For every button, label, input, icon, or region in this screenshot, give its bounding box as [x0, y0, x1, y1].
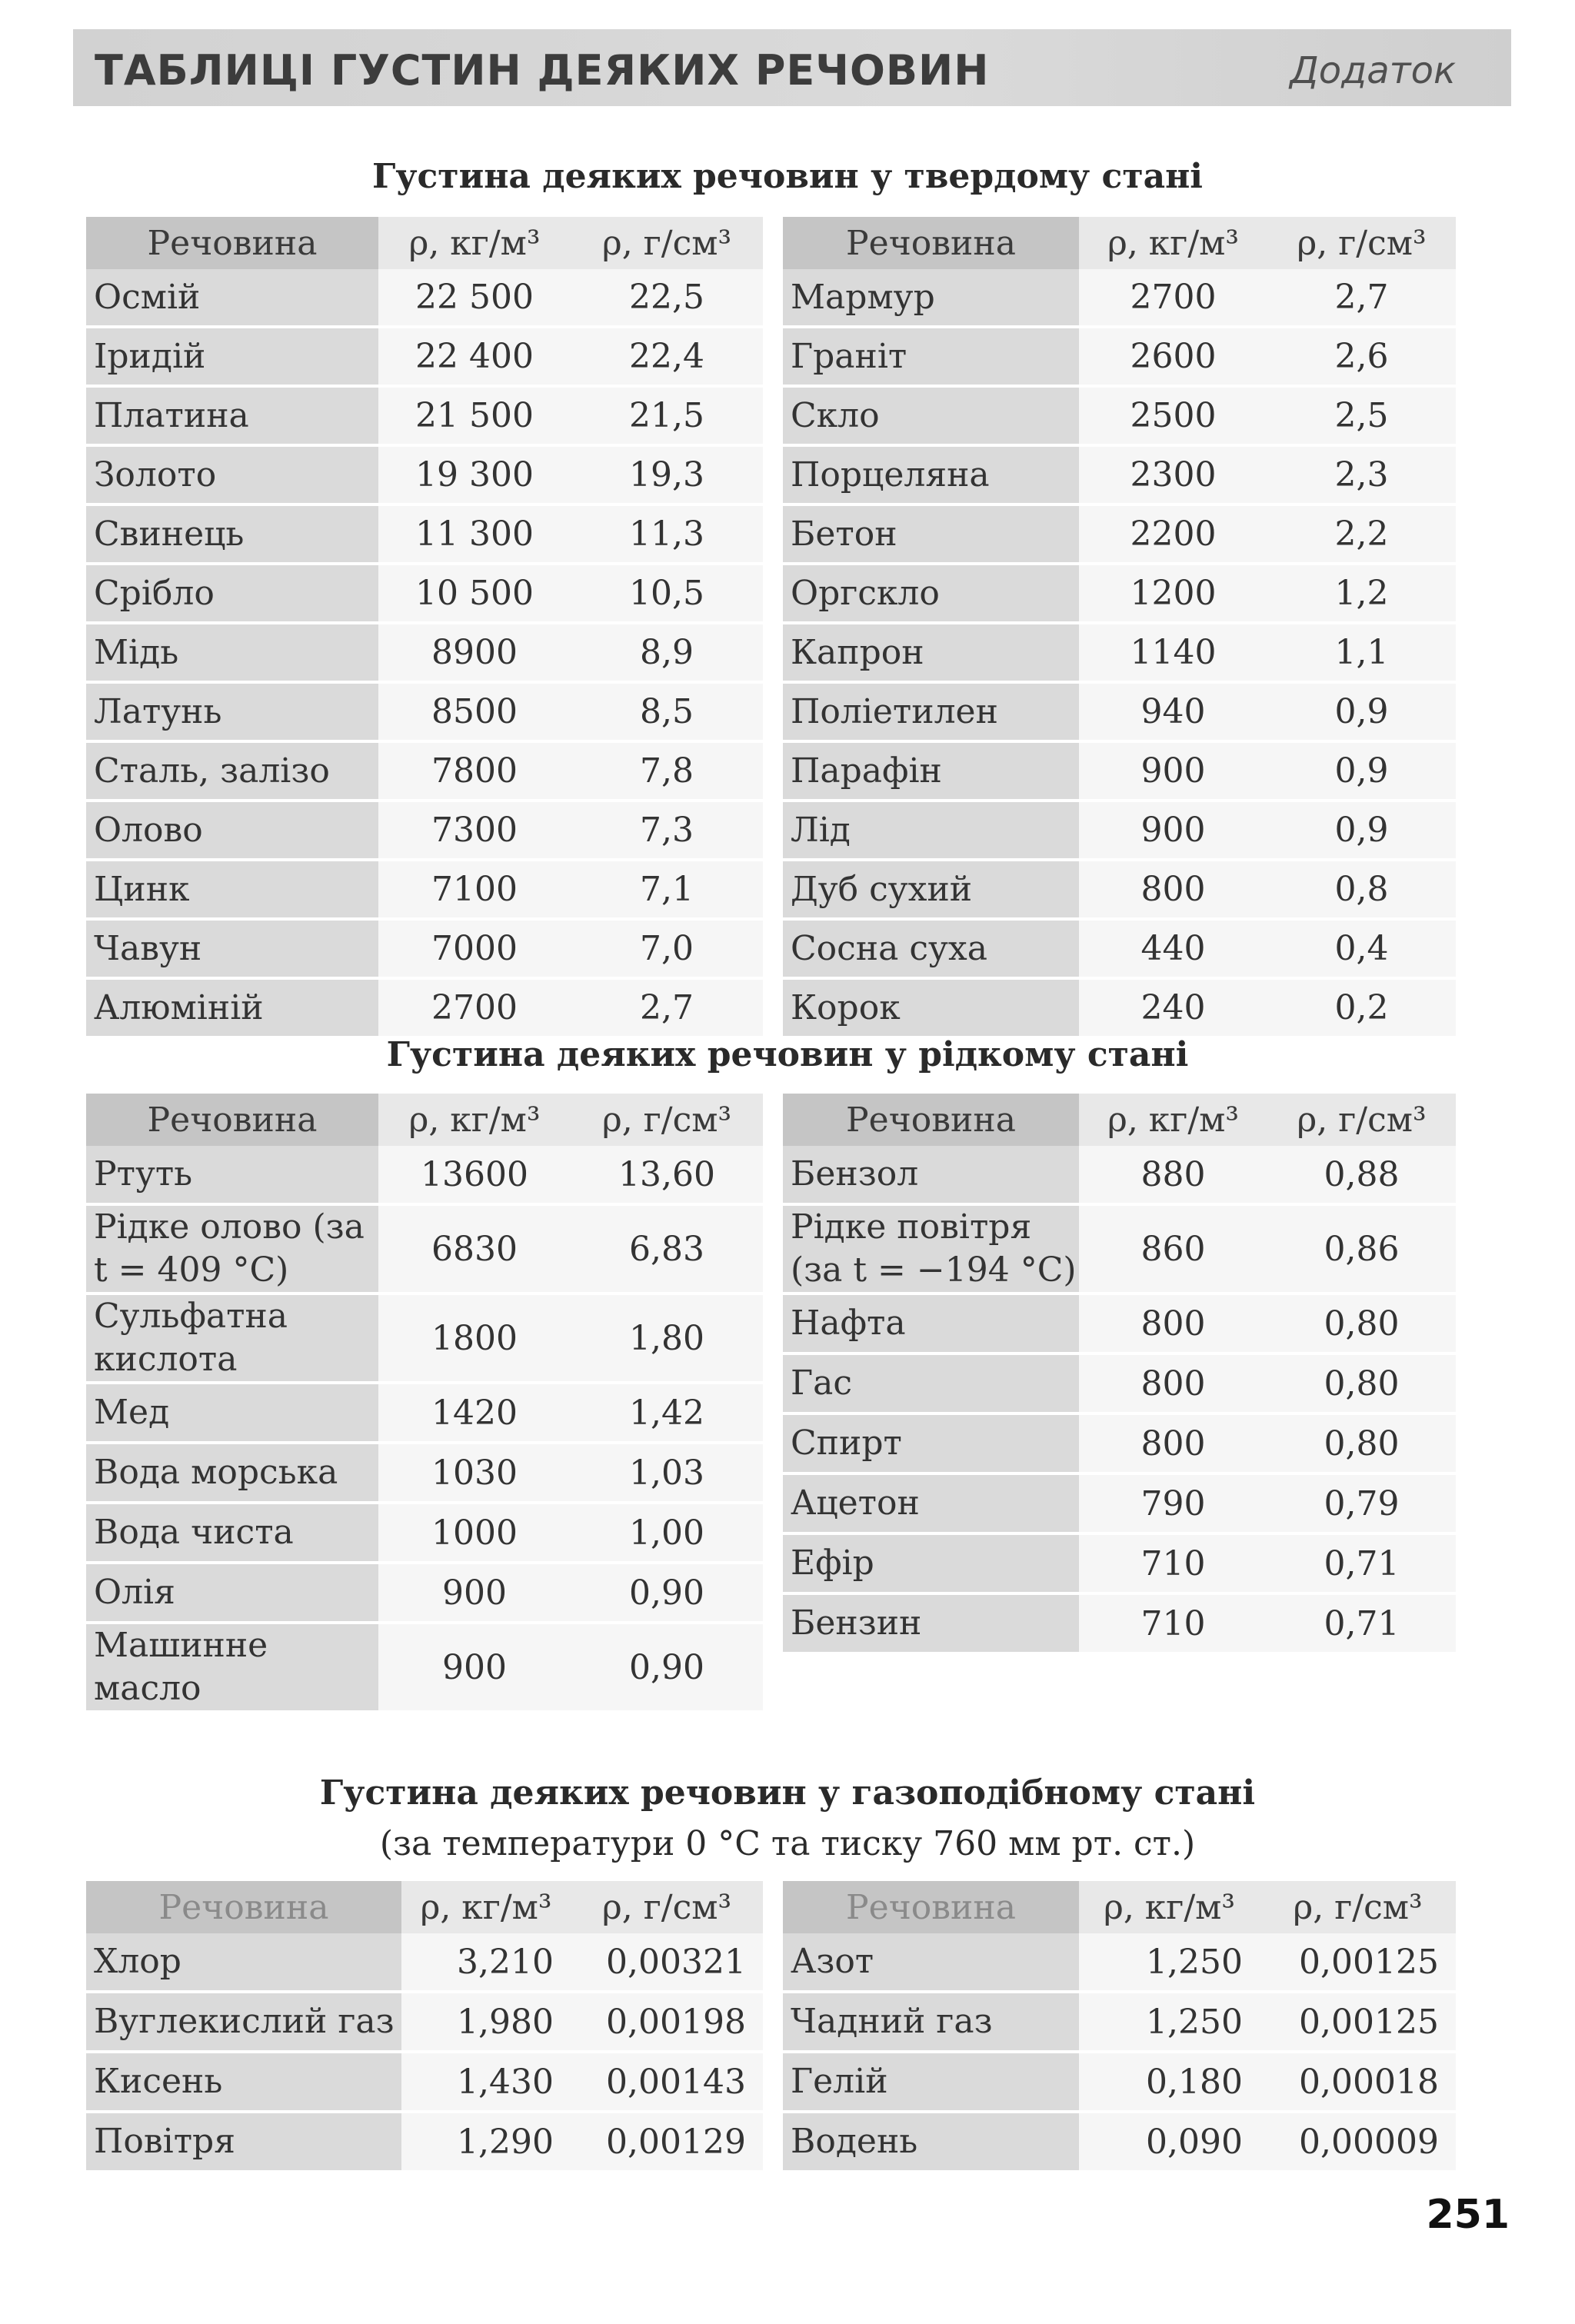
col-header-substance: Речовина: [783, 1094, 1079, 1146]
density-g-cm3: 0,86: [1267, 1204, 1456, 1294]
density-g-cm3: 0,90: [571, 1563, 763, 1623]
density-g-cm3: 0,80: [1267, 1413, 1456, 1473]
density-kg-m3: 900: [378, 1563, 571, 1623]
density-kg-m3: 900: [1079, 741, 1267, 801]
substance-name: Парафін: [783, 741, 1079, 801]
col-header-kg-m3: ρ, кг/м³: [1079, 1881, 1260, 1933]
gas-table-left: [86, 1881, 763, 2170]
density-kg-m3: 1,430: [401, 2052, 571, 2112]
page-number: 251: [1426, 2192, 1510, 2238]
density-kg-m3: 440: [1079, 919, 1267, 978]
table-row: [86, 1933, 763, 1992]
density-g-cm3: 0,80: [1267, 1353, 1456, 1413]
table-row: [86, 741, 763, 801]
density-kg-m3: 1,290: [401, 2112, 571, 2170]
substance-name: Спирт: [783, 1413, 1079, 1473]
substance-name: Мідь: [86, 623, 378, 682]
density-kg-m3: 880: [1079, 1146, 1267, 1204]
table-row: [783, 1933, 1456, 1992]
density-g-cm3: 11,3: [571, 504, 763, 564]
density-kg-m3: 22 400: [378, 327, 571, 386]
density-kg-m3: 7800: [378, 741, 571, 801]
gas-left-rows: [86, 1933, 763, 2170]
density-g-cm3: 0,88: [1267, 1146, 1456, 1204]
density-kg-m3: 2600: [1079, 327, 1267, 386]
density-g-cm3: 0,8: [1267, 860, 1456, 919]
table-header-row: [783, 1094, 1456, 1146]
liquid-right-rows: [783, 1146, 1456, 1652]
table-row: [783, 445, 1456, 504]
density-kg-m3: 7100: [378, 860, 571, 919]
density-g-cm3: 0,2: [1267, 978, 1456, 1036]
density-g-cm3: 2,5: [1267, 386, 1456, 445]
density-g-cm3: 22,5: [571, 269, 763, 327]
substance-name: Водень: [783, 2112, 1079, 2170]
col-header-kg-m3: ρ, кг/м³: [401, 1881, 571, 1933]
density-g-cm3: 2,2: [1267, 504, 1456, 564]
substance-name: Бензин: [783, 1593, 1079, 1652]
density-g-cm3: 0,80: [1267, 1294, 1456, 1353]
density-kg-m3: 10 500: [378, 564, 571, 623]
density-kg-m3: 1000: [378, 1503, 571, 1563]
table-row: [783, 1146, 1456, 1204]
table-row: [86, 623, 763, 682]
table-header-row: [86, 217, 763, 269]
liquid-left-rows: [86, 1146, 763, 1710]
substance-name: Іридій: [86, 327, 378, 386]
density-g-cm3: 0,00129: [571, 2112, 763, 2170]
substance-name: Дуб сухий: [783, 860, 1079, 919]
substance-name: Рідке олово (за t = 409 °C): [86, 1204, 378, 1294]
substance-name: Мед: [86, 1383, 378, 1443]
page-header: [73, 29, 1511, 106]
table-row: [783, 327, 1456, 386]
table-header-row: [783, 1881, 1456, 1933]
substance-name: Сосна суха: [783, 919, 1079, 978]
substance-name: Оргскло: [783, 564, 1079, 623]
table-row: [86, 2112, 763, 2170]
density-g-cm3: 0,9: [1267, 801, 1456, 860]
density-g-cm3: 6,83: [571, 1204, 763, 1294]
density-g-cm3: 13,60: [571, 1146, 763, 1204]
density-g-cm3: 0,9: [1267, 682, 1456, 741]
density-kg-m3: 240: [1079, 978, 1267, 1036]
substance-name: Олія: [86, 1563, 378, 1623]
density-kg-m3: 900: [1079, 801, 1267, 860]
substance-name: Лід: [783, 801, 1079, 860]
density-g-cm3: 22,4: [571, 327, 763, 386]
substance-name: Гелій: [783, 2052, 1079, 2112]
density-kg-m3: 1800: [378, 1294, 571, 1383]
table-row: [86, 919, 763, 978]
table-header-row: [86, 1881, 763, 1933]
density-g-cm3: 1,2: [1267, 564, 1456, 623]
density-g-cm3: 0,71: [1267, 1533, 1456, 1593]
table-row: [783, 269, 1456, 327]
substance-name: Цинк: [86, 860, 378, 919]
density-kg-m3: 22 500: [378, 269, 571, 327]
density-kg-m3: 19 300: [378, 445, 571, 504]
substance-name: Рідке повітря (за t = −194 °C): [783, 1204, 1079, 1294]
substance-name: Ацетон: [783, 1473, 1079, 1533]
density-kg-m3: 800: [1079, 1353, 1267, 1413]
density-g-cm3: 2,7: [1267, 269, 1456, 327]
gas-table-right: [783, 1881, 1456, 2170]
substance-name: Хлор: [86, 1933, 401, 1992]
substance-name: Ртуть: [86, 1146, 378, 1204]
density-g-cm3: 0,00143: [571, 2052, 763, 2112]
density-kg-m3: 21 500: [378, 386, 571, 445]
density-kg-m3: 0,090: [1079, 2112, 1260, 2170]
density-kg-m3: 1140: [1079, 623, 1267, 682]
col-header-g-cm3: ρ, г/см³: [571, 217, 763, 269]
density-kg-m3: 940: [1079, 682, 1267, 741]
liquid-table-right: [783, 1094, 1456, 1652]
substance-name: Порцеляна: [783, 445, 1079, 504]
substance-name: Латунь: [86, 682, 378, 741]
density-g-cm3: 10,5: [571, 564, 763, 623]
density-kg-m3: 1,980: [401, 1992, 571, 2052]
density-g-cm3: 0,00018: [1260, 2052, 1456, 2112]
density-kg-m3: 800: [1079, 1413, 1267, 1473]
col-header-kg-m3: ρ, кг/м³: [1079, 1094, 1267, 1146]
density-g-cm3: 0,9: [1267, 741, 1456, 801]
density-kg-m3: 710: [1079, 1533, 1267, 1593]
substance-name: Машинне масло: [86, 1623, 378, 1710]
substance-name: Граніт: [783, 327, 1079, 386]
density-g-cm3: 0,00321: [571, 1933, 763, 1992]
table-row: [783, 860, 1456, 919]
table-row: [783, 919, 1456, 978]
table-row: [86, 445, 763, 504]
liquid-section-title: Густина деяких речовин у рідкому стані: [386, 1035, 1189, 1074]
col-header-g-cm3: ρ, г/см³: [571, 1881, 763, 1933]
gas-section-title: Густина деяких речовин у газоподібному стані: [319, 1773, 1256, 1813]
density-kg-m3: 800: [1079, 860, 1267, 919]
substance-name: Золото: [86, 445, 378, 504]
density-kg-m3: 11 300: [378, 504, 571, 564]
table-row: [86, 327, 763, 386]
density-g-cm3: 19,3: [571, 445, 763, 504]
substance-name: Алюміній: [86, 978, 378, 1036]
col-header-g-cm3: ρ, г/см³: [1267, 217, 1456, 269]
substance-name: Сталь, залізо: [86, 741, 378, 801]
substance-name: Гас: [783, 1353, 1079, 1413]
density-g-cm3: 7,8: [571, 741, 763, 801]
density-kg-m3: 1,250: [1079, 1992, 1260, 2052]
density-kg-m3: 8500: [378, 682, 571, 741]
table-row: [783, 504, 1456, 564]
col-header-substance: Речовина: [783, 1881, 1079, 1933]
density-g-cm3: 8,9: [571, 623, 763, 682]
density-g-cm3: 2,7: [571, 978, 763, 1036]
density-g-cm3: 2,6: [1267, 327, 1456, 386]
solid-table-right: [783, 217, 1456, 1036]
density-kg-m3: 2300: [1079, 445, 1267, 504]
density-g-cm3: 0,4: [1267, 919, 1456, 978]
table-row: [86, 801, 763, 860]
density-g-cm3: 0,71: [1267, 1593, 1456, 1652]
density-kg-m3: 7300: [378, 801, 571, 860]
substance-name: Кисень: [86, 2052, 401, 2112]
substance-name: Вода морська: [86, 1443, 378, 1503]
col-header-substance: Речовина: [86, 1881, 401, 1933]
density-g-cm3: 2,3: [1267, 445, 1456, 504]
table-row: [86, 1146, 763, 1204]
substance-name: Срібло: [86, 564, 378, 623]
density-g-cm3: 0,00125: [1260, 1992, 1456, 2052]
table-row: [783, 1593, 1456, 1652]
table-row: [86, 269, 763, 327]
page-title: ТАБЛИЦІ ГУСТИН ДЕЯКИХ РЕЧОВИН: [95, 46, 990, 95]
density-kg-m3: 1420: [378, 1383, 571, 1443]
density-kg-m3: 860: [1079, 1204, 1267, 1294]
density-g-cm3: 0,00198: [571, 1992, 763, 2052]
substance-name: Чавун: [86, 919, 378, 978]
density-kg-m3: 2700: [1079, 269, 1267, 327]
table-row: [86, 1443, 763, 1503]
substance-name: Сульфатна кислота: [86, 1294, 378, 1383]
density-kg-m3: 1030: [378, 1443, 571, 1503]
density-g-cm3: 0,90: [571, 1623, 763, 1710]
density-kg-m3: 790: [1079, 1473, 1267, 1533]
table-row: [86, 1503, 763, 1563]
density-g-cm3: 0,00009: [1260, 2112, 1456, 2170]
substance-name: Бетон: [783, 504, 1079, 564]
solid-left-rows: [86, 269, 763, 1036]
substance-name: Платина: [86, 386, 378, 445]
density-kg-m3: 800: [1079, 1294, 1267, 1353]
col-header-substance: Речовина: [783, 217, 1079, 269]
col-header-substance: Речовина: [86, 1094, 378, 1146]
density-g-cm3: 21,5: [571, 386, 763, 445]
table-row: [86, 386, 763, 445]
density-g-cm3: 1,00: [571, 1503, 763, 1563]
gas-right-rows: [783, 1933, 1456, 2170]
col-header-kg-m3: ρ, кг/м³: [1079, 217, 1267, 269]
density-kg-m3: 710: [1079, 1593, 1267, 1652]
solid-section-title: Густина деяких речовин у твердому стані: [371, 157, 1204, 196]
table-row: [86, 1992, 763, 2052]
density-g-cm3: 1,1: [1267, 623, 1456, 682]
density-kg-m3: 7000: [378, 919, 571, 978]
table-row: [86, 1294, 763, 1383]
density-kg-m3: 6830: [378, 1204, 571, 1294]
col-header-g-cm3: ρ, г/см³: [571, 1094, 763, 1146]
table-row: [783, 564, 1456, 623]
substance-name: Скло: [783, 386, 1079, 445]
density-kg-m3: 0,180: [1079, 2052, 1260, 2112]
density-kg-m3: 2500: [1079, 386, 1267, 445]
table-row: [86, 564, 763, 623]
table-row: [783, 386, 1456, 445]
density-kg-m3: 900: [378, 1623, 571, 1710]
density-g-cm3: 1,42: [571, 1383, 763, 1443]
substance-name: Ефір: [783, 1533, 1079, 1593]
table-row: [783, 1353, 1456, 1413]
table-row: [783, 978, 1456, 1036]
table-row: [783, 1413, 1456, 1473]
appendix-label: Додаток: [1290, 49, 1456, 92]
density-g-cm3: 8,5: [571, 682, 763, 741]
table-header-row: [86, 1094, 763, 1146]
col-header-kg-m3: ρ, кг/м³: [378, 217, 571, 269]
table-row: [86, 860, 763, 919]
table-row: [783, 2112, 1456, 2170]
substance-name: Олово: [86, 801, 378, 860]
col-header-g-cm3: ρ, г/см³: [1260, 1881, 1456, 1933]
density-kg-m3: 8900: [378, 623, 571, 682]
col-header-substance: Речовина: [86, 217, 378, 269]
table-row: [783, 623, 1456, 682]
substance-name: Осмій: [86, 269, 378, 327]
substance-name: Вода чиста: [86, 1503, 378, 1563]
substance-name: Бензол: [783, 1146, 1079, 1204]
table-row: [783, 1204, 1456, 1294]
table-row: [783, 682, 1456, 741]
density-kg-m3: 1,250: [1079, 1933, 1260, 1992]
gas-section-subtitle: (за температури 0 °С та тиску 760 мм рт. ст.): [379, 1824, 1196, 1863]
substance-name: Вуглекислий газ: [86, 1992, 401, 2052]
substance-name: Чадний газ: [783, 1992, 1079, 2052]
density-g-cm3: 1,80: [571, 1294, 763, 1383]
substance-name: Капрон: [783, 623, 1079, 682]
table-row: [86, 682, 763, 741]
density-kg-m3: 3,210: [401, 1933, 571, 1992]
substance-name: Свинець: [86, 504, 378, 564]
density-g-cm3: 7,0: [571, 919, 763, 978]
substance-name: Нафта: [783, 1294, 1079, 1353]
density-g-cm3: 0,00125: [1260, 1933, 1456, 1992]
table-row: [86, 1383, 763, 1443]
density-kg-m3: 2200: [1079, 504, 1267, 564]
table-row: [86, 1623, 763, 1710]
table-row: [783, 1473, 1456, 1533]
table-row: [86, 1204, 763, 1294]
density-g-cm3: 0,79: [1267, 1473, 1456, 1533]
table-row: [783, 1533, 1456, 1593]
solid-table-left: [86, 217, 763, 1036]
substance-name: Мармур: [783, 269, 1079, 327]
table-row: [783, 1992, 1456, 2052]
col-header-g-cm3: ρ, г/см³: [1267, 1094, 1456, 1146]
liquid-table-left: [86, 1094, 763, 1710]
table-row: [783, 801, 1456, 860]
substance-name: Поліетилен: [783, 682, 1079, 741]
density-kg-m3: 1200: [1079, 564, 1267, 623]
substance-name: Корок: [783, 978, 1079, 1036]
density-kg-m3: 2700: [378, 978, 571, 1036]
table-row: [86, 1563, 763, 1623]
density-g-cm3: 1,03: [571, 1443, 763, 1503]
table-row: [86, 2052, 763, 2112]
table-row: [783, 1294, 1456, 1353]
density-g-cm3: 7,3: [571, 801, 763, 860]
substance-name: Азот: [783, 1933, 1079, 1992]
density-kg-m3: 13600: [378, 1146, 571, 1204]
substance-name: Повітря: [86, 2112, 401, 2170]
table-row: [86, 504, 763, 564]
table-row: [86, 978, 763, 1036]
table-header-row: [783, 217, 1456, 269]
density-g-cm3: 7,1: [571, 860, 763, 919]
table-row: [783, 741, 1456, 801]
table-row: [783, 2052, 1456, 2112]
col-header-kg-m3: ρ, кг/м³: [378, 1094, 571, 1146]
solid-right-rows: [783, 269, 1456, 1036]
